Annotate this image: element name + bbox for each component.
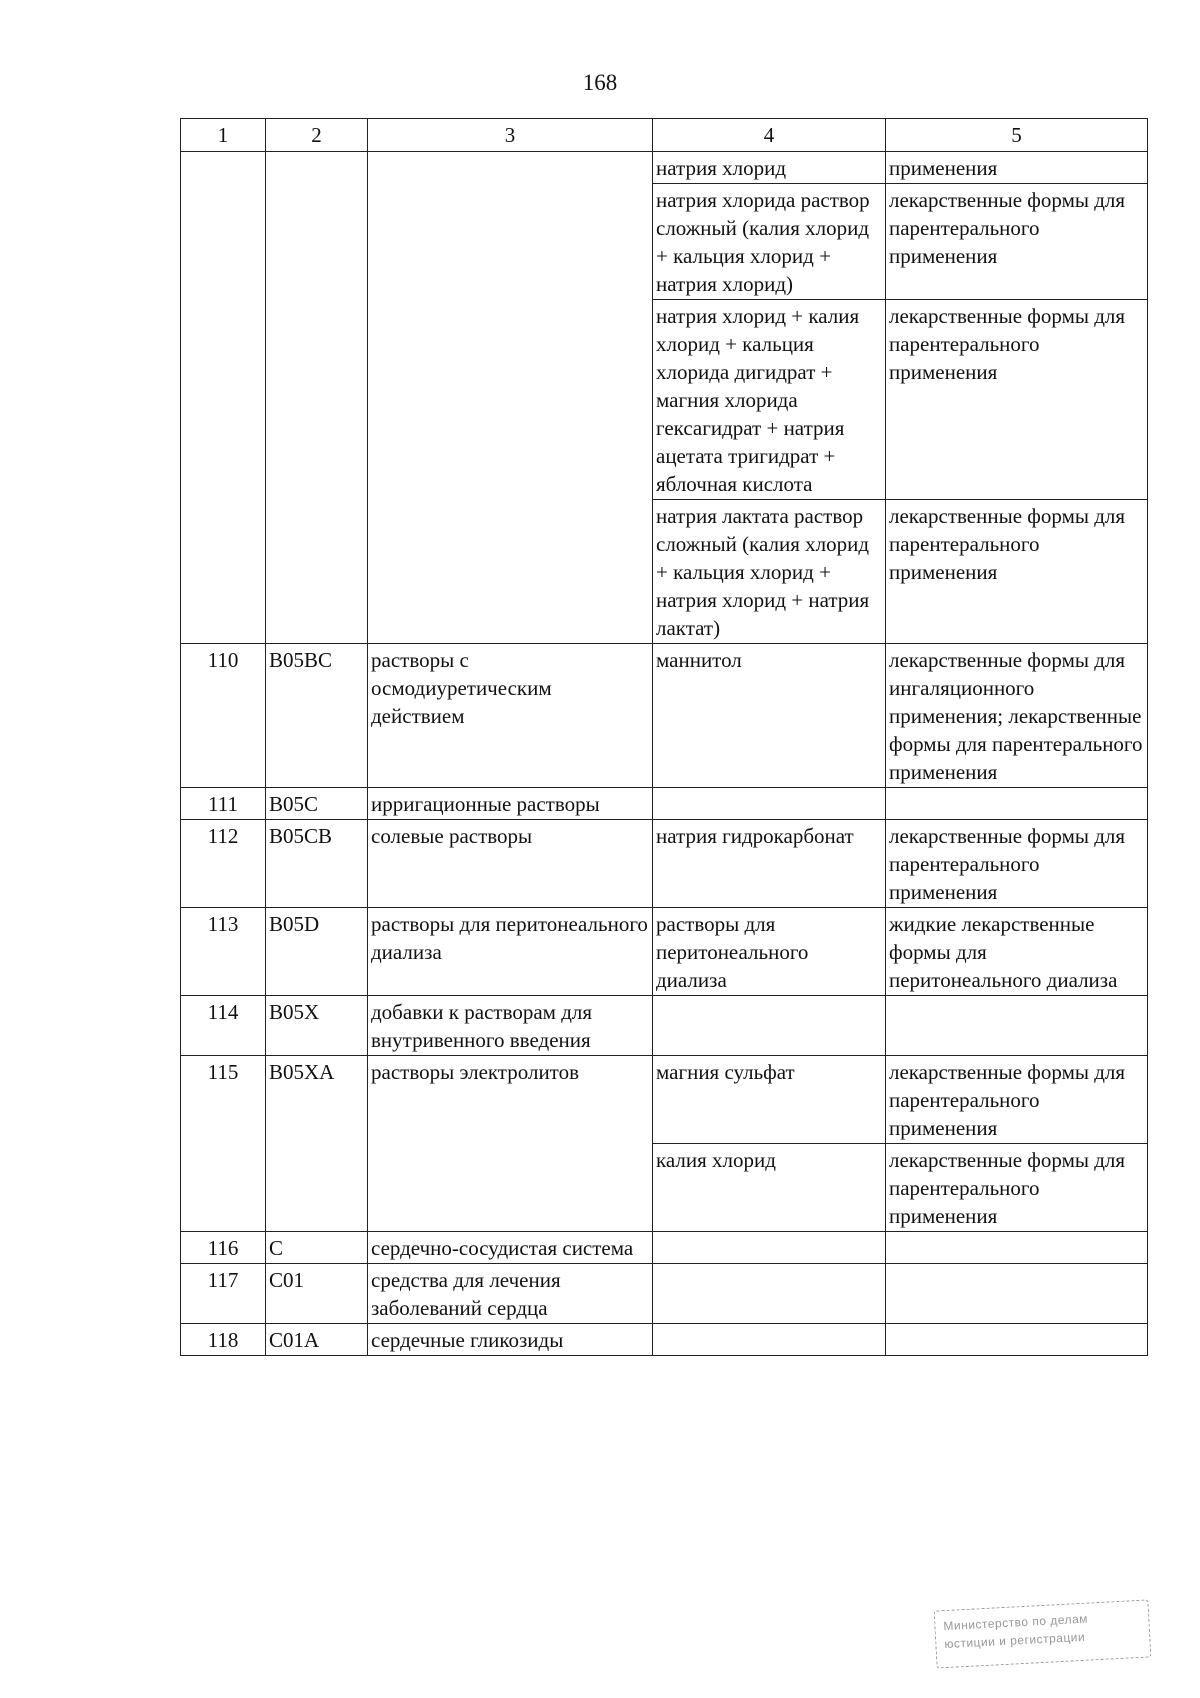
anatomical-group: добавки к растворам для внутривенного введения [368,996,653,1056]
drug-name: натрия хлорид + калия хлорид + кальция хлорида дигидрат + магния хлорида гексагидрат + натрия ацетата тригидрат + яблочная кислота [653,300,886,500]
atc-code: B05X [266,996,368,1056]
row-number: 110 [181,644,266,788]
registration-stamp [934,1599,1152,1668]
dosage-form: лекарственные формы для ингаляционного применения; лекарственные формы для парентерального применения [886,644,1148,788]
anatomical-group: средства для лечения заболеваний сердца [368,1264,653,1324]
row-number: 111 [181,788,266,820]
drug-name: натрия гидрокарбонат [653,820,886,908]
dosage-form: лекарственные формы для парентерального применения [886,500,1148,644]
anatomical-group: растворы для перитонеального диализа [368,908,653,996]
atc-code: B05D [266,908,368,996]
dosage-form [886,1264,1148,1324]
page-number: 168 [582,70,618,95]
dosage-form: лекарственные формы для парентерального применения [886,1144,1148,1232]
dosage-form [886,996,1148,1056]
stamp-line-2: юстиции и регистрации [944,1629,1086,1652]
row-number: 112 [181,820,266,908]
atc-code: C01A [266,1324,368,1356]
row-number: 117 [181,1264,266,1324]
drug-name: растворы для перитонеального диализа [653,908,886,996]
atc-code: B05XA [266,1056,368,1232]
table-row [181,644,1148,788]
table-row [181,996,1148,1056]
drug-table [180,118,1148,1356]
dosage-form [886,1324,1148,1356]
row-number: 113 [181,908,266,996]
table-row [181,1232,1148,1264]
atc-code: B05C [266,788,368,820]
anatomical-group: сердечно-сосудистая система [368,1232,653,1264]
dosage-form [886,788,1148,820]
dosage-form: лекарственные формы для парентерального применения [886,184,1148,300]
drug-name: натрия хлорида раствор сложный (калия хлорид + кальция хлорид + натрия хлорид) [653,184,886,300]
drug-name: натрия лактата раствор сложный (калия хлорид + кальция хлорид + натрия хлорид + натрия лактат) [653,500,886,644]
table-row [181,1324,1148,1356]
dosage-form: лекарственные формы для парентерального применения [886,820,1148,908]
table-row [181,1056,1148,1144]
row-number [181,152,266,644]
header-col-2: 2 [266,119,368,152]
drug-name: калия хлорид [653,1144,886,1232]
anatomical-group: сердечные гликозиды [368,1324,653,1356]
table-row [181,152,1148,184]
anatomical-group: растворы с осмодиуретическим действием [368,644,653,788]
table-row [181,1264,1148,1324]
drug-name: магния сульфат [653,1056,886,1144]
dosage-form: применения [886,152,1148,184]
stamp-line-1: Министерство по делам [943,1611,1089,1634]
atc-code: C [266,1232,368,1264]
atc-code: B05BC [266,644,368,788]
anatomical-group [368,152,653,644]
row-number: 115 [181,1056,266,1232]
drug-name [653,1324,886,1356]
table-row [181,820,1148,908]
atc-code: B05CB [266,820,368,908]
row-number: 114 [181,996,266,1056]
table-row [181,788,1148,820]
anatomical-group: растворы электролитов [368,1056,653,1232]
header-col-3: 3 [368,119,653,152]
header-col-4: 4 [653,119,886,152]
row-number: 116 [181,1232,266,1264]
dosage-form: лекарственные формы для парентерального применения [886,300,1148,500]
anatomical-group: солевые растворы [368,820,653,908]
anatomical-group: ирригационные растворы [368,788,653,820]
header-col-5: 5 [886,119,1148,152]
drug-name: натрия хлорид [653,152,886,184]
atc-code [266,152,368,644]
drug-name [653,1264,886,1324]
drug-name [653,996,886,1056]
drug-name [653,1232,886,1264]
table-header-row [181,119,1148,152]
header-col-1: 1 [181,119,266,152]
dosage-form: лекарственные формы для парентерального применения [886,1056,1148,1144]
dosage-form: жидкие лекарственные формы для перитонеального диализа [886,908,1148,996]
table-row [181,908,1148,996]
drug-name [653,788,886,820]
atc-code: C01 [266,1264,368,1324]
drug-name: маннитол [653,644,886,788]
dosage-form [886,1232,1148,1264]
row-number: 118 [181,1324,266,1356]
